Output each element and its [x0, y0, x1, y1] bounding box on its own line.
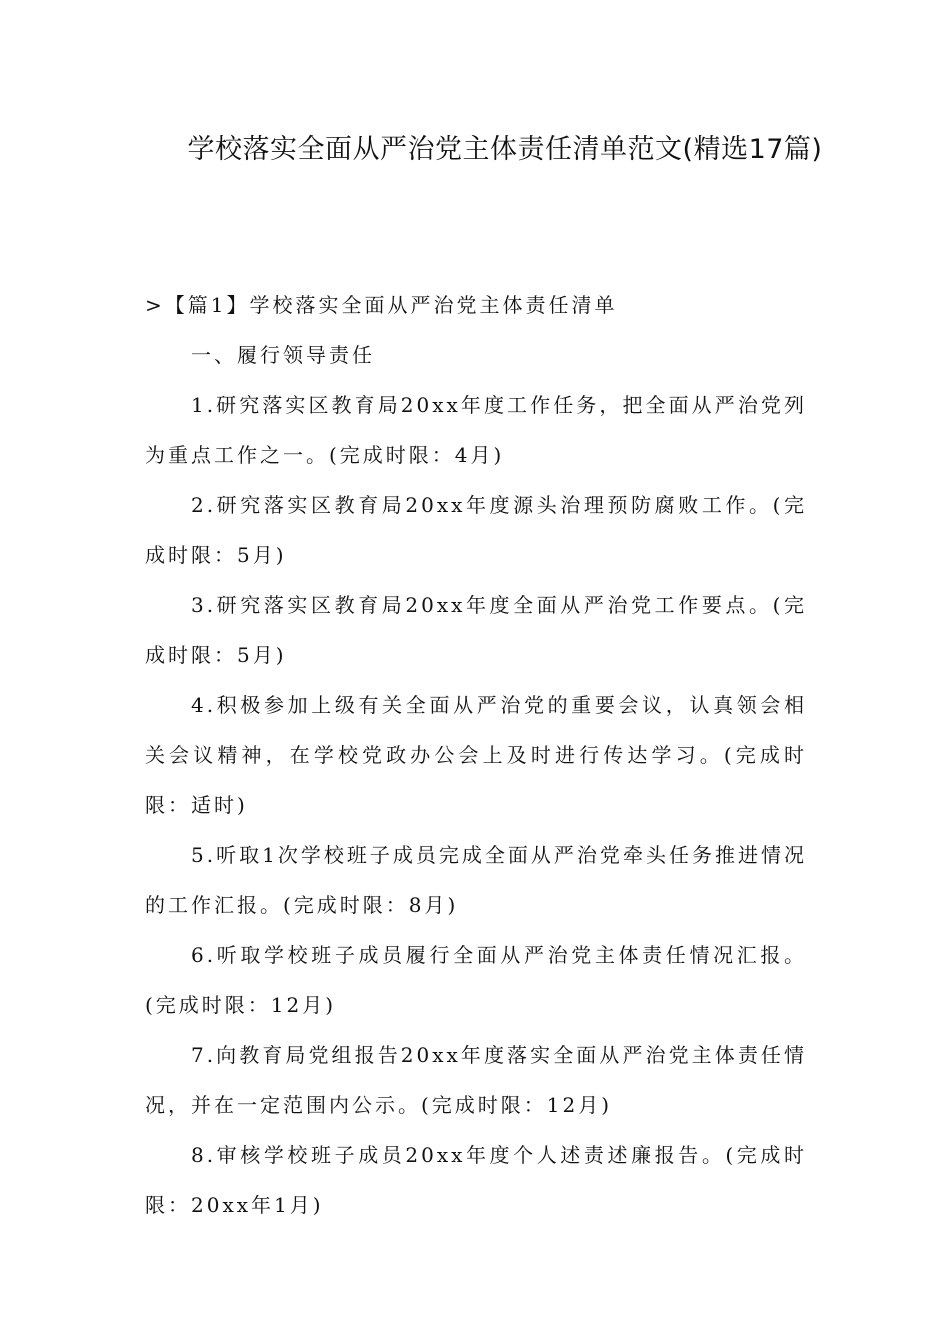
list-item: 7.向教育局党组报告20xx年度落实全面从严治党主体责任情况，并在一定范围内公示。(完成时限：12月) — [145, 1043, 807, 1117]
list-item: 8.审核学校班子成员20xx年度个人述责述廉报告。(完成时限：20xx年1月) — [145, 1143, 807, 1217]
list-item: 2.研究落实区教育局20xx年度源头治理预防腐败工作。(完成时限：5月) — [145, 493, 807, 567]
document-title: 学校落实全面从严治党主体责任清单范文(精选17篇) — [187, 134, 823, 165]
subheading: 一、履行领导责任 — [191, 343, 375, 367]
list-item: 3.研究落实区教育局20xx年度全面从严治党工作要点。(完成时限：5月) — [145, 593, 807, 667]
list-item: 6.听取学校班子成员履行全面从严治党主体责任情况汇报。(完成时限：12月) — [145, 943, 807, 1017]
list-item: 1.研究落实区教育局20xx年度工作任务，把全面从严治党列为重点工作之一。(完成时限：4月) — [145, 393, 807, 467]
document-body — [145, 280, 807, 1230]
list-item: 4.积极参加上级有关全面从严治党的重要会议，认真领会相关会议精神，在学校党政办公会上及时进行传达学习。(完成时限：适时) — [145, 693, 807, 817]
list-item: 5.听取1次学校班子成员完成全面从严治党牵头任务推进情况的工作汇报。(完成时限：8月) — [145, 843, 807, 917]
section-heading: >【篇1】学校落实全面从严治党主体责任清单 — [145, 293, 618, 317]
